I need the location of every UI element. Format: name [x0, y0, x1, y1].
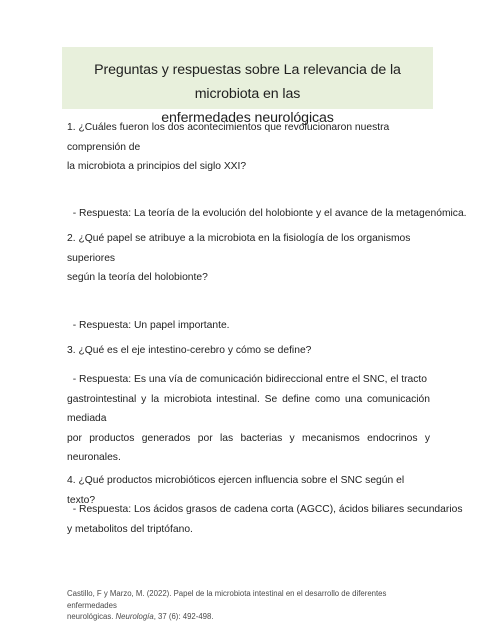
answer-4-line-2: y metabolitos del triptófano. — [67, 523, 193, 535]
citation-suffix: , 37 (6): 492-498. — [153, 612, 214, 621]
title-line-1: Preguntas y respuestas sobre La relevancia de la microbiota en las — [94, 62, 401, 102]
citation-line-2 — [67, 611, 437, 623]
answer-3-line-1: - Respuesta: Es una vía de comunicación bidireccional entre el SNC, el tracto — [67, 374, 427, 385]
title-line-2: enfermedades neurológicas — [161, 110, 334, 126]
answer-4-line-1: - Respuesta: Los ácidos grasos de cadena corta (AGCC), ácidos biliares secundarios — [67, 504, 463, 515]
qa-item-3 — [67, 341, 430, 361]
question-1-line-2: la microbiota a principios del siglo XXI? — [67, 161, 247, 172]
question-4-line-1: 4. ¿Qué productos microbióticos ejercen influencia sobre el SNC según el texto? — [67, 475, 405, 506]
answer-3-line-2: gastrointestinal y la microbiota intestinal. Se define como una comunicación mediada — [67, 393, 430, 424]
answer-2-line-1: - Respuesta: Un papel importante. — [67, 320, 230, 331]
title-box — [62, 47, 433, 126]
question-2-line-1: 2. ¿Qué papel se atribuye a la microbiota en la fisiología de los organismos superiores — [67, 233, 411, 264]
answer-1-line-1: - Respuesta: La teoría de la evolución del holobionte y el avance de la metagenómica. — [67, 208, 467, 219]
question-2-line-2: según la teoría del holobionte? — [67, 272, 208, 283]
answer-4 — [67, 500, 463, 539]
footer-citation — [67, 588, 437, 623]
citation-prefix: neurológicas. — [67, 612, 116, 621]
question-3-line-1: 3. ¿Qué es el eje intestino-cerebro y cómo se define? — [67, 345, 312, 356]
citation-journal: Neurología — [115, 612, 154, 621]
answer-3-line-3: por productos generados por las bacterias y mecanismos endocrinos y neuronales. — [67, 432, 430, 463]
question-1-line-1: 1. ¿Cuáles fueron los dos acontecimientos que revolucionaron nuestra comprensión de — [67, 122, 390, 153]
citation-line-1: Castillo, F y Marzo, M. (2022). Papel de la microbiota intestinal en el desarrollo de diferentes enfermedades — [67, 589, 387, 610]
answer-3 — [67, 370, 430, 468]
